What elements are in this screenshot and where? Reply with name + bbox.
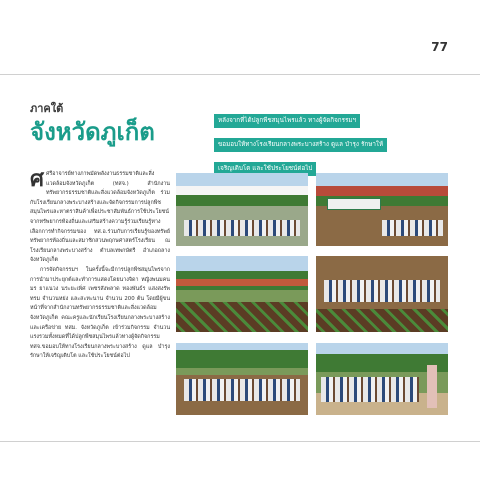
article-paragraph: ศรีอาจารย์ทางภาพมัดพลังงานธรรมชาติและสิ่งแวดล้อมจังหวัดภูเก็ต (ทสจ.) สำนักงานทรัพยากรธรรมชาติและสิ่งแวดล้อมจังหวัดภูเก็ต ร่วมกับโรงเรียนกลางพระบางสร้างและจัดกิจกรรมการปลูกพืชสมุนไพรและหาตราสินค้าเพื่อประชาสัมพันธ์การใช้ประโยชน์จากทรัพยากรท้องถิ่นและเสริมสร้างความรู้ร่วมเรียนรู้ทางเลือกการทำกิจกรรมของ ทส.อ.ร่วมกับการเรียนรู้ของทรัพย์ทรัพยากรท้องถิ่นและสมาชิกสวนพฤกษศาสตร์โรงเรียน ณ โรงเรียนกลางพระบางสร้าง ตำบลเทพกษัตรี อำเภอถลาง จังหวัดภูเก็ต	[30, 171, 170, 264]
photo-officials-standing	[316, 343, 448, 415]
photo-planting-with-banner	[316, 173, 448, 246]
article-paragraph: การจัดกิจกรรมฯ ในครั้งนี้จะมีการปลูกพืชสมุนไพรจากการนำมาประยุกต์และทำการแสดงโดยนางจิดา หญิงพนมคนมร ยาแนวง นระยะเพิ่ศ เพชรสังพลาด ทองพันธ์ร แสงสงรัพทรม จำนวนหย่ง และสะทะนาน จำนวน 200 ต้น โดยมีผู้ขนหน้าที่จากสำนักงานทรัพยากรธรรมชาติและสิ่งแวดล้อมจังหวัดภูเก็ต คณะครูและนักเรียนโรงเรียนกลางพระบางสร้าง และเครือข่าย ทสม. จังหวัดภูเก็ต เข้าร่วมกิจกรรม จำนวนแรงรวมทั้งหมดที่ได้ปลูกพืชสมุนไพรแล้วทางผู้จัดกิจกรรม ทสจ.ขอมอบให้ทางโรงเรียนกลางพระบางสร้าง ดูแล บำรุง รักษาให้เจริญเติบโต และใช้ประโยชน์ต่อไป	[30, 266, 170, 360]
region-label: ภาคใต้	[30, 102, 64, 115]
highlight-callout	[214, 107, 439, 179]
drop-cap: ศ	[30, 167, 44, 192]
highlight-line: ขอมอบให้ทางโรงเรียนกลางพระบางสร้าง ดูแล บำรุง รักษาให้	[214, 138, 387, 152]
bottom-divider	[0, 441, 480, 442]
photo-group-under-tent	[176, 173, 308, 246]
province-title: จังหวัดภูเก็ต	[30, 118, 155, 146]
highlight-line: เจริญเติบโต และใช้ประโยชน์ต่อไป	[214, 162, 316, 176]
highlight-line: หลังจากที่ได้ปลูกพืชสมุนไพรแล้ว ทางผู้จัดกิจกรรมฯ	[214, 114, 360, 128]
photo-students-planting	[316, 256, 448, 332]
photo-students-kneeling	[176, 343, 308, 415]
top-divider	[0, 74, 480, 75]
page-number: 77	[431, 40, 448, 54]
photo-students-in-garden	[176, 256, 308, 332]
article-body	[30, 167, 170, 362]
